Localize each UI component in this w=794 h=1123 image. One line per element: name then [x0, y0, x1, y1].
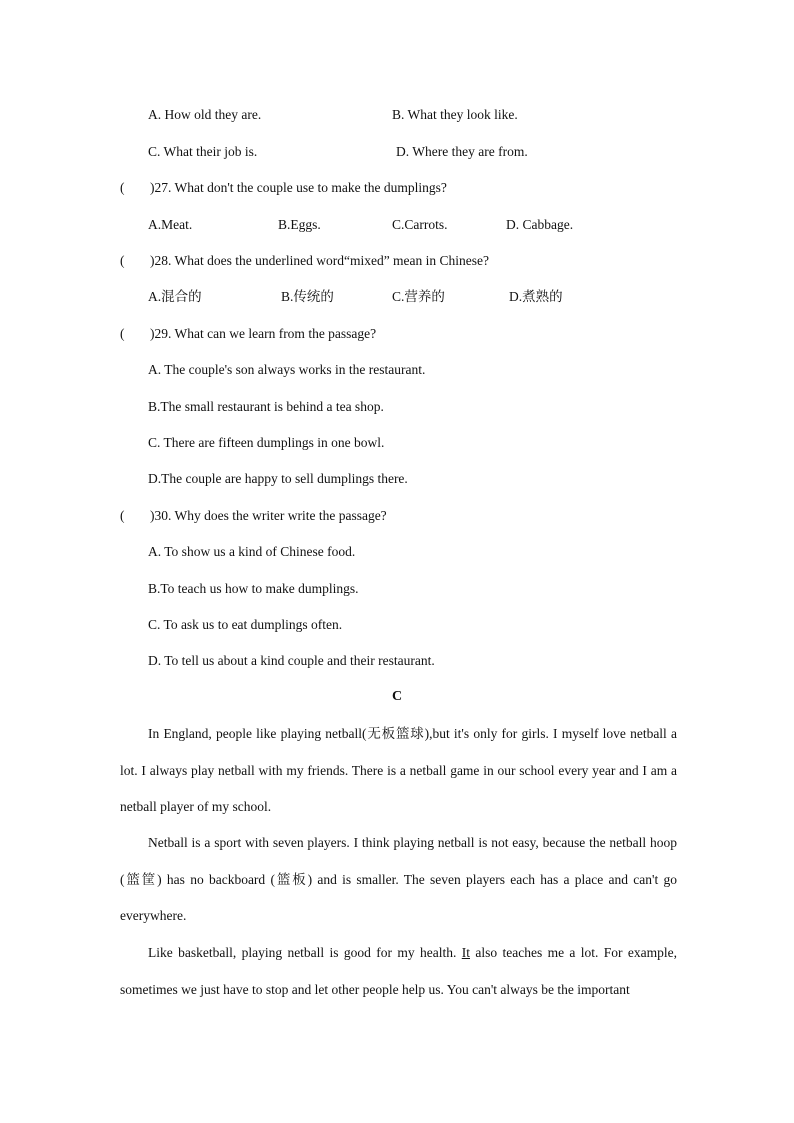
q30-option-b: B.To teach us how to make dumplings. [148, 581, 359, 596]
q27-stem: 27. What don't the couple use to make the dumplings? [154, 180, 447, 195]
passage-paragraph-3 [120, 935, 677, 1008]
answer-paren-open: ( [120, 180, 125, 195]
answer-paren-close: ) [150, 508, 155, 523]
q29-stem: 29. What can we learn from the passage? [154, 326, 377, 341]
q27-option-d: D. Cabbage. [506, 217, 574, 232]
q28-stem-line [120, 252, 489, 270]
q29-stem-line [120, 325, 376, 343]
q26-option-d: D. Where they are from. [396, 144, 528, 159]
q30-option-c: C. To ask us to eat dumplings often. [148, 617, 343, 632]
q27-option-a: A.Meat. [148, 217, 193, 232]
q26-option-a: A. How old they are. [148, 107, 262, 122]
answer-paren-open: ( [120, 508, 125, 523]
q27-option-b: B.Eggs. [278, 217, 321, 232]
section-title: C [391, 689, 403, 704]
q29-option-b: B.The small restaurant is behind a tea shop. [148, 399, 384, 414]
q28-option-c: C.营养的 [392, 289, 445, 304]
q26-option-c: C. What their job is. [148, 144, 258, 159]
answer-paren-open: ( [120, 253, 125, 268]
q30-option-a: A. To show us a kind of Chinese food. [148, 544, 356, 559]
answer-paren-open: ( [120, 326, 125, 341]
paragraph-3-end: also teaches me a lot. For example, sometimes we just have to stop and let other people help us. You can't always be the important [120, 945, 678, 997]
passage-paragraph-2: Netball is a sport with seven players. I think playing netball is not easy, because the netball hoop (篮筐) has no backboard (篮板) and is smaller. The seven players each has a place and can't go everywhere. [120, 835, 677, 923]
q27-stem-line [120, 179, 447, 197]
answer-paren-close: ) [150, 253, 155, 268]
paragraph-3-start: Like basketball, playing netball is good for my health. [148, 945, 462, 960]
underlined-word: It [461, 945, 470, 960]
q27-option-c: C.Carrots. [392, 217, 448, 232]
q29-option-d: D.The couple are happy to sell dumplings there. [148, 471, 408, 486]
answer-paren-close: ) [150, 326, 155, 341]
q29-option-a: A. The couple's son always works in the restaurant. [148, 362, 426, 377]
q30-option-d: D. To tell us about a kind couple and their restaurant. [148, 653, 435, 668]
q29-option-c: C. There are fifteen dumplings in one bowl. [148, 435, 385, 450]
q26-option-b: B. What they look like. [392, 107, 518, 122]
q30-stem: 30. Why does the writer write the passage? [154, 508, 387, 523]
q30-stem-line [120, 507, 387, 525]
answer-paren-close: ) [150, 180, 155, 195]
q28-option-d: D.煮熟的 [509, 289, 563, 304]
q28-option-b: B.传统的 [281, 289, 334, 304]
q28-option-a: A.混合的 [148, 289, 202, 304]
q28-stem: 28. What does the underlined word“mixed” mean in Chinese? [154, 253, 490, 268]
passage-paragraph-1: In England, people like playing netball(无板篮球),but it's only for girls. I myself love netball a lot. I always play netball with my friends. There is a netball game in our school every year and I am a netball player of my school. [120, 726, 677, 814]
